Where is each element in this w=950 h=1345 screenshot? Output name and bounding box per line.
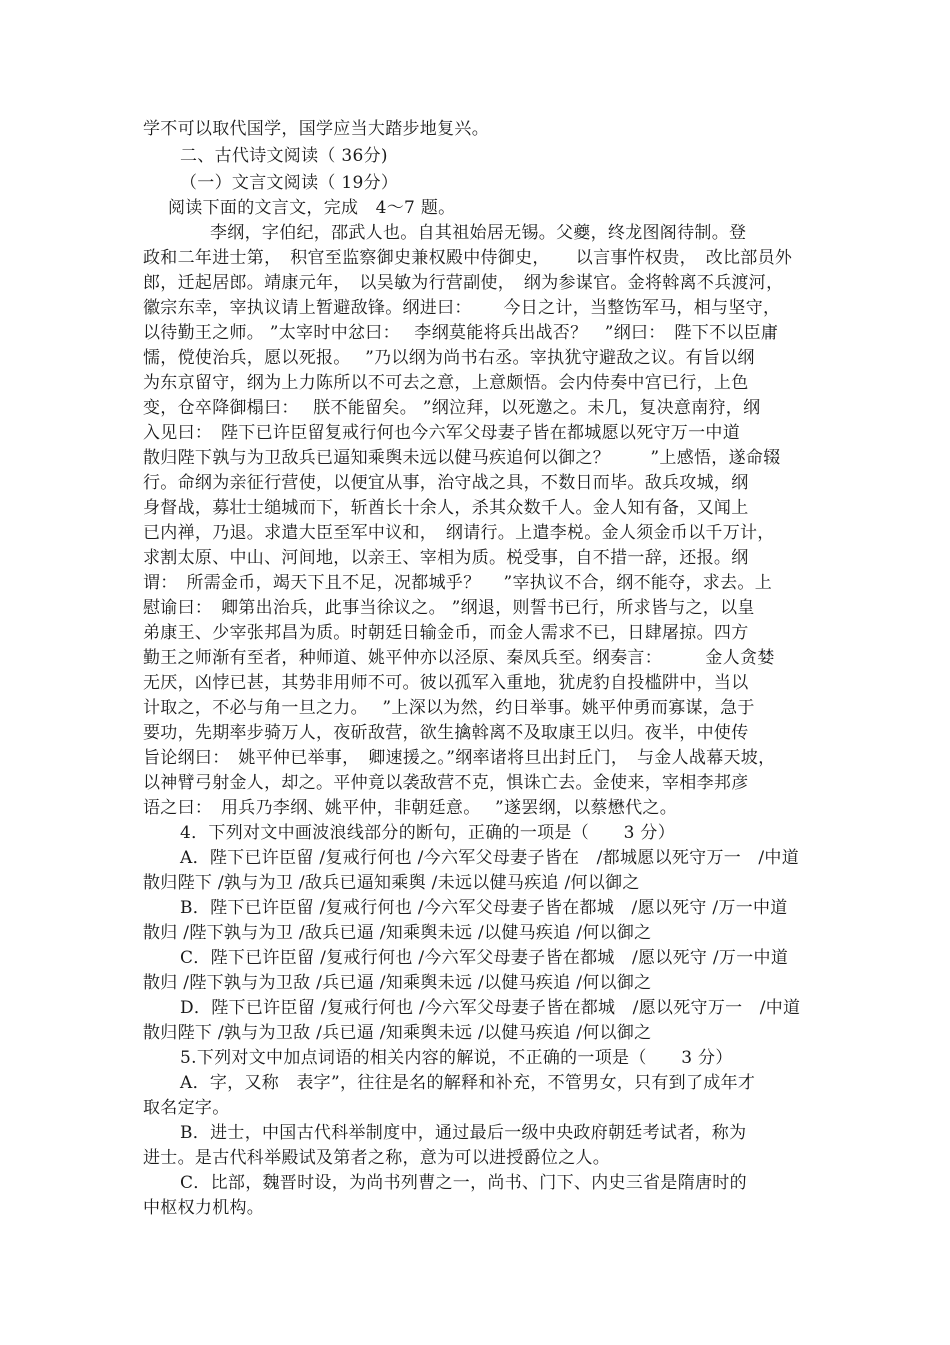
passage-line: 行。命纲为亲征行营使，以便宜从事，治守战之具，不数日而毕。敌兵攻城，纲 (143, 473, 749, 493)
instruction: 阅读下面的文言文，完成 4～7 题。 (168, 198, 456, 218)
passage-line: 徽宗东幸，宰执议请上暂避敌锋。纲进曰： 今日之计，当整饬军马，相与坚守， (143, 298, 781, 318)
passage-line: 政和二年进士第， 积官至监察御史兼权殿中侍御史， 以言事忤权贵， 改比部员外 (143, 248, 793, 268)
passage-line: 郎，迁起居郎。靖康元年， 以吴敏为行营副使， 纲为参谋官。金将斡离不兵渡河， (143, 273, 784, 293)
passage-line: 以待勤王之师。 ”太宰时中忿曰： 李纲莫能将兵出战否？ ”纲曰： 陛下不以臣庸 (143, 323, 779, 343)
passage-line: 已内禅，乃退。求遣大臣至军中议和， 纲请行。上遣李棁。金人须金币以千万计， (143, 523, 775, 543)
question-4-option-c-cont: 散归 /陛下孰与为卫敌 /兵已逼 /知乘舆未远 /以健马疾追 /何以御之 (143, 973, 652, 993)
question-4-option-b: B．陛下已许臣留 /复戒行何也 /今六军父母妻子皆在都城 /愿以死守 /万一中道 (180, 898, 788, 918)
question-4-stem: 4．下列对文中画波浪线部分的断句，正确的一项是（ 3 分） (180, 823, 676, 843)
question-4-option-a-cont: 散归陛下 /孰与为卫 /敌兵已逼知乘舆 /未远以健马疾追 /何以御之 (143, 873, 640, 893)
passage-line: 语之曰： 用兵乃李纲、姚平仲，非朝廷意。 ”遂罢纲，以蔡懋代之。 (143, 798, 677, 818)
question-5-option-a-cont: 取名定字。 (143, 1098, 230, 1118)
passage-line: 身督战，募壮士缒城而下，斩酋长十余人，杀其众数千人。金人知有备，又闻上 (143, 498, 749, 518)
passage-line: 散归陛下孰与为卫敌兵已逼知乘舆未远以健马疾追何以御之？ ”上感悟，遂命辍 (143, 448, 781, 468)
passage-line: 懦，傥使治兵，愿以死报。 ”乃以纲为尚书右丞。宰执犹守避敌之议。有旨以纲 (143, 348, 755, 368)
passage-line: 慰谕曰： 卿第出治兵，此事当徐议之。 ”纲退，则誓书已行，所求皆与之，以皇 (143, 598, 755, 618)
question-4-option-d-cont: 散归陛下 /孰与为卫敌 /兵已逼 /知乘舆未远 /以健马疾追 /何以御之 (143, 1023, 652, 1043)
passage-line: 求割太原、中山、河间地，以亲王、宰相为质。棁受事，自不措一辞，还报。纲 (143, 548, 749, 568)
intro-line: 学不可以取代国学，国学应当大踏步地复兴。 (143, 119, 489, 139)
question-4-option-b-cont: 散归 /陛下孰与为卫 /敌兵已逼 /知乘舆未远 /以健马疾追 /何以御之 (143, 923, 652, 943)
question-5-option-b: B．进士，中国古代科举制度中，通过最后一级中央政府朝廷考试者，称为 (180, 1123, 747, 1143)
question-4-option-a: A．陛下已许臣留 /复戒行何也 /今六军父母妻子皆在 /都城愿以死守万一 /中道 (180, 848, 799, 868)
passage-line: 弟康王、少宰张邦昌为质。时朝廷日输金币，而金人需求不已，日肆屠掠。四方 (143, 623, 749, 643)
passage-line: 计取之，不必与角一旦之力。 ”上深以为然，约日举事。姚平仲勇而寡谋，急于 (143, 698, 755, 718)
passage-line: 入见曰： 陛下已许臣留复戒行何也今六军父母妻子皆在都城愿以死守万一中道 (143, 423, 740, 443)
question-5-option-c: C．比部，魏晋时设，为尚书列曹之一，尚书、门下、内史三省是隋唐时的 (180, 1173, 747, 1193)
question-5-option-b-cont: 进士。是古代科举殿试及第者之称，意为可以进授爵位之人。 (143, 1148, 611, 1168)
subsection-heading: （一）文言文阅读（ 19分） (180, 173, 399, 193)
question-4-option-c: C．陛下已许臣留 /复戒行何也 /今六军父母妻子皆在都城 /愿以死守 /万一中道 (180, 948, 789, 968)
passage-line: 勤王之师渐有至者，种师道、姚平仲亦以泾原、秦凤兵至。纲奏言： 金人贪婪 (143, 648, 775, 668)
passage-line: 无厌，凶悖已甚，其势非用师不可。彼以孤军入重地，犹虎豹自投槛阱中，当以 (143, 673, 749, 693)
section-heading: 二、古代诗文阅读（ 36分) (180, 146, 388, 166)
question-5-option-a: A．字，又称 表字”，往往是名的解释和补充，不管男女，只有到了成年才 (180, 1073, 756, 1093)
passage-line: 要功，先期率步骑万人，夜斫敌营，欲生擒斡离不及取康王以归。夜半，中使传 (143, 723, 749, 743)
passage-line: 谓： 所需金币，竭天下且不足，况都城乎？ ”宰执议不合，纲不能夺，求去。上 (143, 573, 772, 593)
passage-line: 李纲，字伯纪，邵武人也。自其祖始居无锡。父夔，终龙图阁待制。登 (210, 223, 747, 243)
question-4-option-d: D．陛下已许臣留 /复戒行何也 /今六军父母妻子皆在都城 /愿以死守万一 /中道 (180, 998, 801, 1018)
question-5-option-c-cont: 中枢权力机构。 (143, 1198, 265, 1218)
passage-line: 为东京留守，纲为上力陈所以不可去之意，上意颇悟。会内侍奏中宫已行，上色 (143, 373, 749, 393)
passage-line: 旨论纲曰： 姚平仲已举事， 卿速援之。”纲率诸将旦出封丘门， 与金人战幕天坡， (143, 748, 776, 768)
passage-line: 以神臂弓射金人，却之。平仲竟以袭敌营不克，惧诛亡去。金使来，宰相李邦彦 (143, 773, 749, 793)
passage-line: 变，仓卒降御榻曰： 朕不能留矣。 ”纲泣拜，以死邀之。未几，复决意南狩，纲 (143, 398, 761, 418)
question-5-stem: 5.下列对文中加点词语的相关内容的解说，不正确的一项是（ 3 分） (180, 1048, 733, 1068)
